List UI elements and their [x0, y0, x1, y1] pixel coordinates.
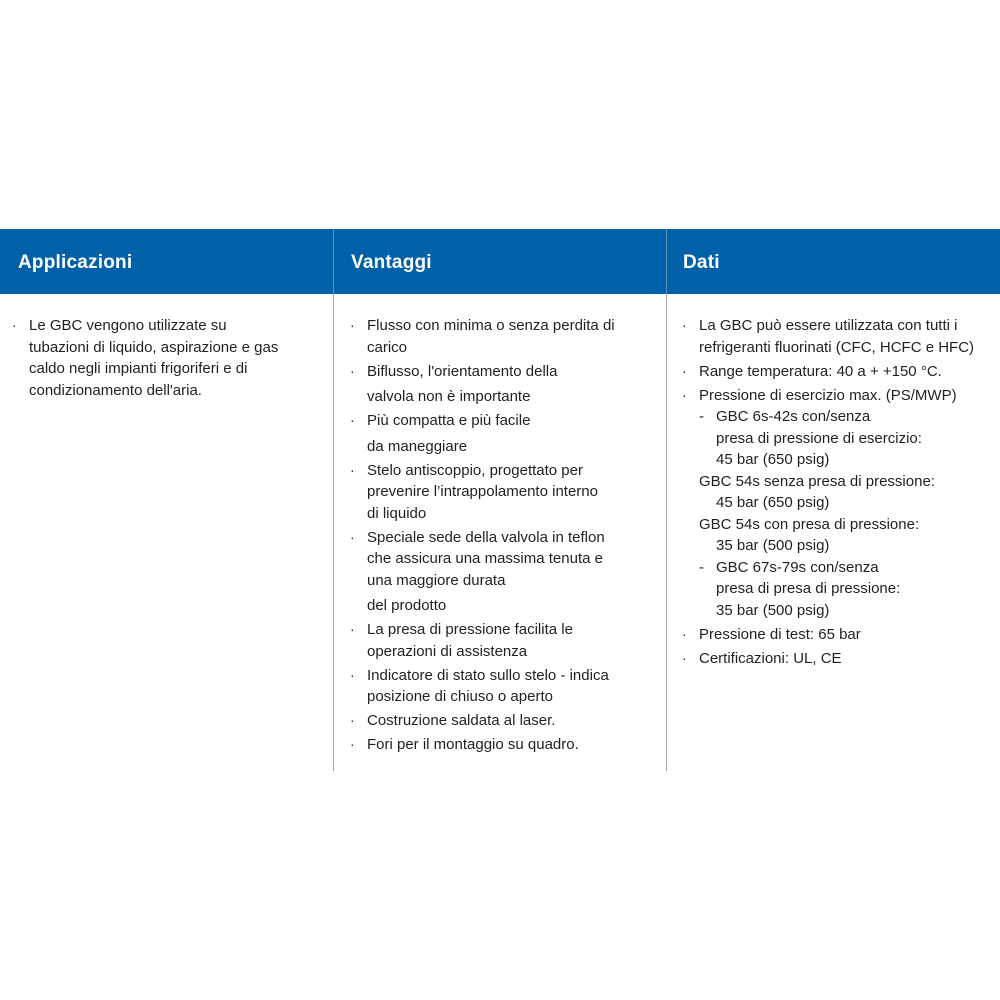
dash: - — [699, 408, 704, 425]
bullet: · — [12, 317, 17, 333]
list-item-text — [699, 385, 984, 622]
list-item — [682, 624, 1000, 646]
bullet: · — [350, 317, 355, 333]
bullet: · — [350, 528, 355, 545]
text-line: Pressione di esercizio max. (PS/MWP) — [699, 386, 957, 404]
list-item — [682, 648, 1000, 670]
text-line: prevenire l’intrappolamento interno — [367, 483, 598, 500]
dash: - — [699, 558, 704, 576]
text-line: presa di presa di pressione: — [716, 580, 901, 597]
list-item — [350, 361, 666, 408]
list-item-text — [367, 665, 649, 708]
text-line: 35 bar (500 psig) — [716, 601, 830, 619]
list-item-text — [699, 315, 984, 358]
vantaggi-column — [334, 294, 667, 771]
text-line: Pressione di test: 65 bar — [699, 625, 861, 643]
text-line: refrigeranti fluorinati (CFC, HCFC e HFC) — [699, 338, 975, 356]
header-applicazioni — [0, 229, 334, 294]
text-line: La presa di pressione facilita le — [367, 621, 573, 638]
text-line: di liquido — [367, 504, 427, 522]
bullet: · — [350, 461, 355, 478]
spec-table — [0, 229, 1000, 771]
text-line: Range temperatura: 40 a + +150 °C. — [699, 362, 942, 380]
bullet: · — [350, 621, 355, 637]
text-line: GBC 54s con presa di pressione: — [699, 515, 920, 533]
list-item-text — [367, 315, 649, 358]
list-item — [350, 619, 666, 662]
body-row — [0, 294, 1000, 771]
text-line: 35 bar (500 psig) — [716, 537, 830, 554]
text-line: Speciale sede della valvola in teflon — [367, 528, 605, 546]
list-item — [682, 361, 1000, 383]
header-dati-label: Dati — [683, 252, 720, 273]
list-item — [350, 460, 666, 525]
list-item — [350, 527, 666, 617]
list-item — [682, 315, 1000, 358]
text-line: tubazioni di liquido, aspirazione e gas — [29, 338, 279, 356]
list-item-text — [367, 410, 649, 457]
text-line: presa di pressione di esercizio: — [716, 429, 922, 447]
bullet: · — [682, 317, 687, 333]
bullet: · — [350, 362, 355, 379]
list-item-text — [367, 361, 649, 408]
list-item-text — [699, 361, 984, 383]
list-item — [350, 410, 666, 457]
text-line: Costruzione saldata al laser. — [367, 712, 556, 729]
header-row — [0, 229, 1000, 294]
list-item-text — [367, 710, 649, 732]
text-line: caldo negli impianti frigoriferi e di — [29, 360, 248, 377]
sub-item — [699, 406, 984, 428]
dati-column — [667, 294, 1000, 771]
list-item — [350, 665, 666, 708]
list-item-text — [29, 315, 313, 401]
header-vantaggi-label: Vantaggi — [351, 252, 432, 273]
list-item-text — [367, 734, 649, 756]
list-item — [350, 315, 666, 358]
text-line: una maggiore durata — [367, 571, 506, 589]
text-line: 45 bar (650 psig) — [716, 451, 830, 468]
bullet: · — [682, 386, 687, 403]
list-item — [350, 734, 666, 756]
bullet: · — [682, 649, 687, 666]
text-line: La GBC può essere utilizzata con tutti i — [699, 317, 958, 334]
text-line: Più compatta e più facile — [367, 412, 531, 429]
text-line: che assicura una massima tenuta e — [367, 550, 603, 567]
text-line: Fori per il montaggio su quadro. — [367, 736, 579, 753]
list-item — [12, 315, 333, 401]
text-line: valvola non è importante — [367, 388, 531, 405]
text-line: operazioni di assistenza — [367, 642, 528, 660]
text-line: posizione di chiuso o aperto — [367, 688, 553, 705]
list-item — [682, 385, 1000, 622]
text-line: Indicatore di stato sullo stelo - indica — [367, 666, 609, 684]
list-item-text — [699, 648, 984, 670]
sub-item — [699, 557, 984, 579]
applicazioni-column — [0, 294, 334, 771]
text-line: Certificazioni: UL, CE — [699, 649, 842, 667]
bullet: · — [350, 412, 355, 428]
list-item-text — [367, 619, 649, 662]
bullet: · — [682, 362, 687, 379]
header-dati — [667, 229, 1000, 294]
text-line: Flusso con minima o senza perdita di — [367, 317, 615, 334]
text-line: Stelo antiscoppio, progettato per — [367, 461, 583, 479]
text-line: carico — [367, 338, 408, 356]
text-line: da maneggiare — [367, 437, 468, 455]
text-line: Le GBC vengono utilizzate su — [29, 317, 227, 334]
list-item — [350, 710, 666, 732]
text-line: GBC 54s senza presa di pressione: — [699, 472, 935, 490]
list-item-text — [367, 460, 649, 525]
text-line: GBC 6s-42s con/senza — [716, 408, 871, 425]
text-line: Biflusso, l'orientamento della — [367, 362, 558, 380]
header-applicazioni-label: Applicazioni — [18, 252, 133, 273]
text-line: del prodotto — [367, 597, 447, 614]
list-item-text — [367, 527, 649, 617]
bullet: · — [682, 625, 687, 642]
header-vantaggi — [334, 229, 667, 294]
text-line: 45 bar (650 psig) — [716, 494, 830, 511]
bullet: · — [350, 666, 355, 683]
list-item-text — [699, 624, 984, 646]
bullet: · — [350, 736, 355, 752]
text-line: condizionamento dell'aria. — [29, 381, 202, 399]
text-line: GBC 67s-79s con/senza — [716, 558, 879, 576]
bullet: · — [350, 712, 355, 728]
